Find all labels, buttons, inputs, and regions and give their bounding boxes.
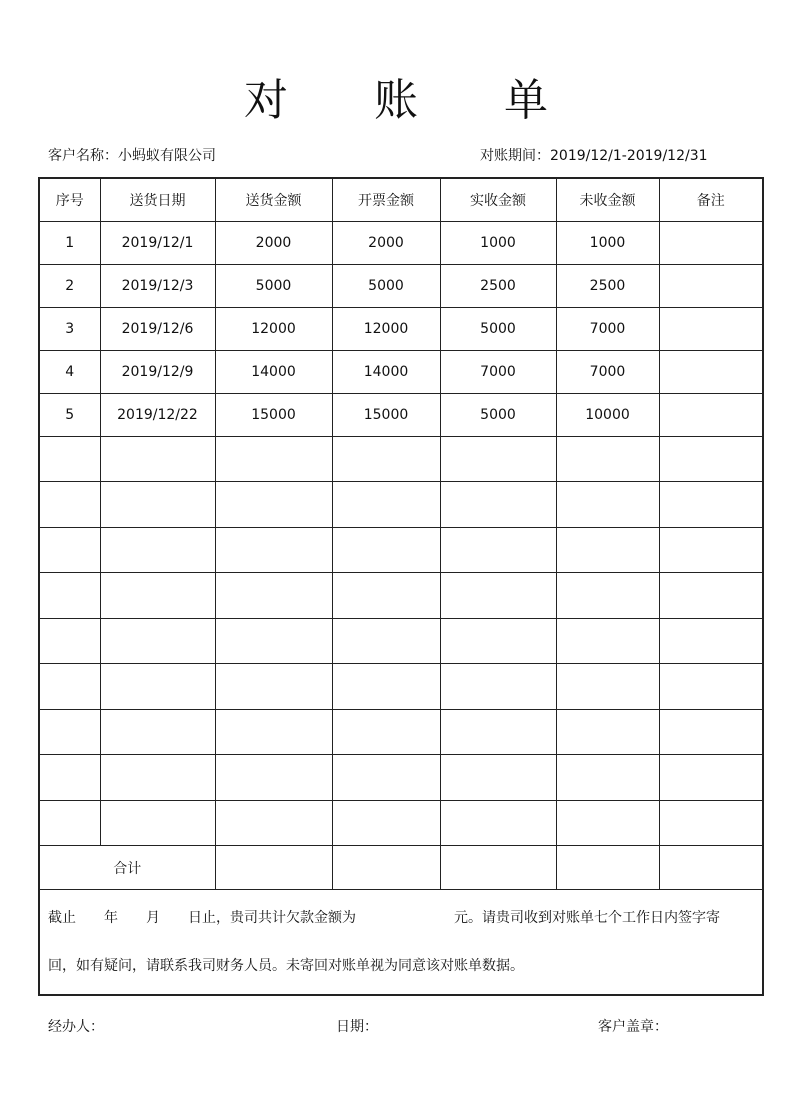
total-delivery-amount [215, 846, 332, 890]
col-header-received-amount: 实收金额 [440, 178, 556, 221]
table-row [39, 350, 763, 393]
col-header-invoice-amount: 开票金额 [332, 178, 440, 221]
cell-delivery-date: 2019/12/1 [100, 221, 215, 264]
period-value: 2019/12/1-2019/12/31 [550, 148, 708, 164]
cell-invoice-amount: 14000 [332, 350, 440, 393]
col-header-delivery-amount: 送货金额 [215, 178, 332, 221]
statement-table [38, 177, 764, 996]
col-header-remarks: 备注 [659, 178, 763, 221]
cell-delivery-date: 2019/12/6 [100, 307, 215, 350]
cell-index: 3 [39, 307, 100, 350]
cell-outstanding-amount: 2500 [556, 264, 659, 307]
cell-remarks [659, 221, 763, 264]
empty-row [39, 436, 763, 482]
cell-invoice-amount: 5000 [332, 264, 440, 307]
col-header-outstanding-amount: 未收金额 [556, 178, 659, 221]
total-row [39, 846, 763, 890]
cell-delivery-amount: 2000 [215, 221, 332, 264]
cell-received-amount: 5000 [440, 307, 556, 350]
cell-remarks [659, 264, 763, 307]
empty-row [39, 709, 763, 755]
total-outstanding-amount [556, 846, 659, 890]
customer-name: 小蚂蚁有限公司 [118, 148, 216, 164]
cell-delivery-amount: 5000 [215, 264, 332, 307]
note-row [39, 890, 763, 996]
empty-row [39, 618, 763, 664]
cell-invoice-amount: 2000 [332, 221, 440, 264]
col-header-delivery-date: 送货日期 [100, 178, 215, 221]
cell-outstanding-amount: 1000 [556, 221, 659, 264]
empty-row [39, 664, 763, 710]
cell-index: 4 [39, 350, 100, 393]
cell-outstanding-amount: 7000 [556, 350, 659, 393]
handler-label: 经办人： [48, 1019, 104, 1035]
cell-outstanding-amount: 10000 [556, 393, 659, 436]
empty-row [39, 800, 763, 846]
period-info [480, 145, 708, 165]
empty-row [39, 482, 763, 528]
cell-delivery-amount: 12000 [215, 307, 332, 350]
cell-remarks [659, 307, 763, 350]
note-line-2: 回，如有疑问，请联系我司财务人员。未寄回对账单视为同意该对账单数据。 [48, 958, 524, 974]
empty-row [39, 573, 763, 619]
customer-stamp-label: 客户盖章： [598, 1019, 668, 1035]
customer-info [48, 145, 216, 165]
cell-index: 1 [39, 221, 100, 264]
total-remarks [659, 846, 763, 890]
note-line-1: 截止 年 月 日止，贵司共计欠款金额为 元。请贵司收到对账单七个工作日内签字寄 [48, 910, 720, 926]
statement-note [39, 890, 763, 996]
table-row [39, 393, 763, 436]
cell-delivery-date: 2019/12/9 [100, 350, 215, 393]
page-title: 对 账 单 [244, 75, 584, 126]
cell-remarks [659, 350, 763, 393]
empty-row [39, 755, 763, 801]
customer-label: 客户名称： [48, 148, 118, 164]
table-header-row [39, 178, 763, 221]
cell-received-amount: 5000 [440, 393, 556, 436]
empty-row [39, 527, 763, 573]
cell-remarks [659, 393, 763, 436]
cell-delivery-date: 2019/12/22 [100, 393, 215, 436]
cell-outstanding-amount: 7000 [556, 307, 659, 350]
cell-received-amount: 1000 [440, 221, 556, 264]
cell-invoice-amount: 15000 [332, 393, 440, 436]
table-row [39, 221, 763, 264]
table-row [39, 307, 763, 350]
cell-received-amount: 7000 [440, 350, 556, 393]
cell-delivery-date: 2019/12/3 [100, 264, 215, 307]
total-label: 合计 [39, 846, 215, 890]
cell-index: 5 [39, 393, 100, 436]
cell-received-amount: 2500 [440, 264, 556, 307]
cell-index: 2 [39, 264, 100, 307]
period-label: 对账期间： [480, 148, 550, 164]
cell-delivery-amount: 14000 [215, 350, 332, 393]
col-header-index: 序号 [39, 178, 100, 221]
date-label: 日期： [336, 1019, 378, 1035]
total-received-amount [440, 846, 556, 890]
cell-delivery-amount: 15000 [215, 393, 332, 436]
total-invoice-amount [332, 846, 440, 890]
cell-invoice-amount: 12000 [332, 307, 440, 350]
table-row [39, 264, 763, 307]
